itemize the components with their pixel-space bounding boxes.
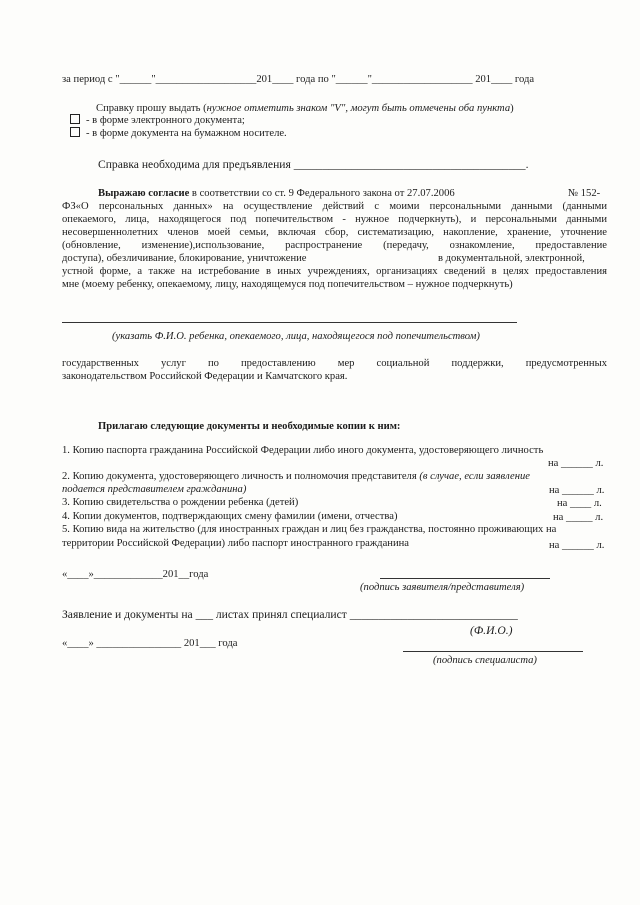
applicant-sign-underline xyxy=(380,578,550,579)
consent-lead-bold: Выражаю согласие xyxy=(98,188,190,199)
electronic-checkbox[interactable] xyxy=(70,114,80,124)
consent-line-6: устной форме, а также на истребование в иных учреждениях, организациях сведений в целях предоставления xyxy=(62,266,607,277)
attachment-2-count: на ______ л. xyxy=(549,485,605,496)
option-electronic xyxy=(70,114,245,127)
attachment-4: 4. Копии документов, подтверждающих смену фамилии (имени, отчества) xyxy=(62,511,398,522)
attachment-2 xyxy=(62,470,530,483)
attachments-title: Прилагаю следующие документы и необходимые копии к ним: xyxy=(98,421,401,432)
consent-lead-rest: в соответствии со ст. 9 Федерального закона от 27.07.2006 xyxy=(189,188,455,199)
attachment-2-text: 2. Копию документа, удостоверяющего личность и полномочия представителя xyxy=(62,471,420,482)
attachment-2-note-b: подается представителем гражданина) xyxy=(62,484,247,495)
specialist-date-line: «____» ________________ 201___ года xyxy=(62,638,238,649)
option-paper xyxy=(70,127,287,140)
specialist-sign-underline xyxy=(403,651,583,652)
attachment-5a: 5. Копию вида на жительство (для иностранных граждан и лиц без гражданства, постоянно проживающих на xyxy=(62,524,557,535)
consent-line-3: несовершеннолетних членов моей семьи, включая сбор, систематизацию, накопление, хранение, уточнение xyxy=(62,227,607,238)
request-line-prefix: Справку прошу выдать ( xyxy=(96,103,207,114)
purpose-line: Справка необходима для предъявления ________________________________________. xyxy=(98,158,529,171)
consent-line-5b: в документальной, электронной, xyxy=(438,253,585,264)
consent-line-1: ФЗ«О персональных данных» на осуществление действий с моими персональными данными (данными xyxy=(62,201,607,212)
consent-line-7: мне (моему ребенку, опекаемому, лицу, находящемуся под попечительством – нужное подчеркнуть) xyxy=(62,279,513,290)
services-line-2: законодательством Российской Федерации и Камчатского края. xyxy=(62,371,348,382)
option-electronic-label: - в форме электронного документа; xyxy=(86,115,245,126)
option-paper-label: - в форме документа на бумажном носителе. xyxy=(86,128,287,139)
attachment-3-count: на ____ л. xyxy=(557,498,602,509)
services-line-1: государственных услуг по предоставлению мер социальной поддержки, предусмотренных xyxy=(62,358,607,369)
applicant-sign-caption: (подпись заявителя/представителя) xyxy=(360,582,525,593)
request-line-suffix: ) xyxy=(510,103,514,114)
consent-line-4: (обновление, изменение),использование, распространение (передачу, ознакомление, предоставление xyxy=(62,240,607,251)
attachment-1: 1. Копию паспорта гражданина Российской Федерации либо иного документа, удостоверяющего личность xyxy=(62,445,544,456)
attachment-3: 3. Копию свидетельства о рождении ребенка (детей) xyxy=(62,497,299,508)
paper-checkbox[interactable] xyxy=(70,127,80,137)
attachment-5-count: на ______ л. xyxy=(549,540,605,551)
attachment-2-note-a: (в случае, если заявление xyxy=(419,471,530,482)
fio-caption: (указать Ф.И.О. ребенка, опекаемого, лица, находящегося под попечительством) xyxy=(112,331,480,342)
specialist-fio-caption: (Ф.И.О.) xyxy=(470,624,513,637)
accepted-line: Заявление и документы на ___ листах принял специалист _____________________________ xyxy=(62,608,518,621)
specialist-sign-caption: (подпись специалиста) xyxy=(433,655,537,666)
applicant-date-line: «____»_____________201__года xyxy=(62,569,209,580)
period-line: за период с "______"___________________201____ года по "______"___________________ 201____ года xyxy=(62,74,535,85)
attachment-4-count: на _____ л. xyxy=(553,512,604,523)
request-line-note: нужное отметить знаком "V", могут быть отмечены оба пункта xyxy=(206,103,511,114)
attachment-5b: территории Российской Федерации) либо паспорт иностранного гражданина xyxy=(62,538,409,549)
consent-law-number: № 152- xyxy=(568,188,601,199)
consent-lead xyxy=(98,187,455,200)
fio-underline xyxy=(62,322,517,323)
consent-line-5a: доступа), обезличивание, блокирование, уничтожение xyxy=(62,253,307,264)
attachment-1-count: на ______ л. xyxy=(548,458,604,469)
consent-line-2: опекаемого, лица, находящегося под попечительством - нужное подчеркнуть), и персональными данными xyxy=(62,214,607,225)
